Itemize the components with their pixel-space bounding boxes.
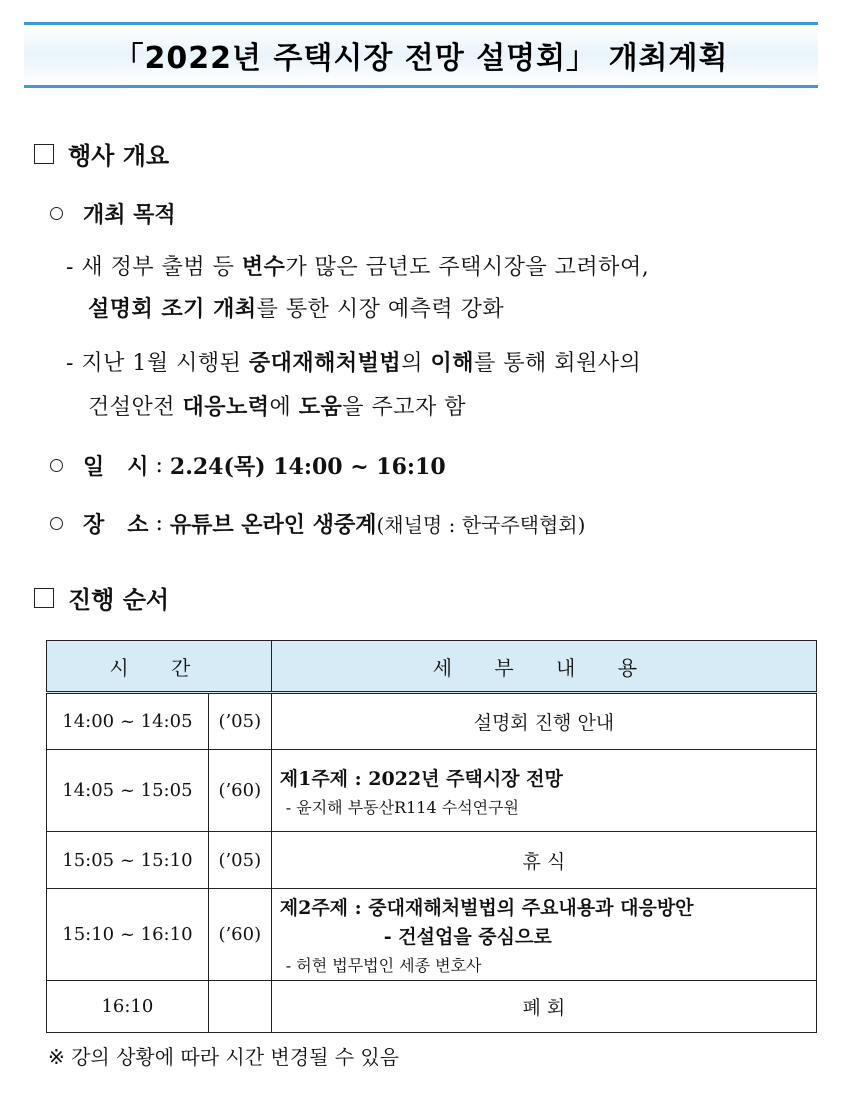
row-content: 폐 회 <box>271 981 816 1033</box>
row-content: 설명회 진행 안내 <box>271 693 816 750</box>
purpose-label: 개최 목적 <box>83 202 176 228</box>
text: 가 많은 금년도 주택시장을 고려하여, <box>285 255 650 280</box>
text: 를 통해 회원사의 <box>473 351 642 376</box>
date-value: 2.24(목) 14:00 ~ 16:10 <box>169 454 446 480</box>
bold-text: 도움 <box>298 394 343 420</box>
row-time: 15:05 ~ 15:10 <box>47 832 209 889</box>
purpose-item-2-line-1 <box>66 346 641 377</box>
agenda-table <box>46 640 817 1033</box>
table-row <box>47 981 817 1033</box>
circle-bullet-icon <box>50 207 63 220</box>
row-duration <box>208 981 271 1033</box>
speaker: - 윤지해 부동산R114 수석연구원 <box>285 797 520 817</box>
purpose-heading <box>50 198 176 229</box>
row-time: 14:00 ~ 14:05 <box>47 693 209 750</box>
circle-bullet-icon <box>50 459 63 472</box>
footnote: ※ 강의 상황에 따라 시간 변경될 수 있음 <box>48 1045 400 1069</box>
bold-text: 설명회 조기 개최 <box>88 296 257 322</box>
bold-text: 변수 <box>241 254 286 280</box>
row-time: 14:05 ~ 15:05 <box>47 750 209 832</box>
text: - 지난 1월 시행된 <box>66 351 249 376</box>
speaker: - 허현 법무법인 세종 변호사 <box>285 956 482 975</box>
checkbox-icon <box>34 588 54 608</box>
purpose-item-1-line-1 <box>66 250 649 281</box>
title-banner <box>24 22 818 88</box>
table-row <box>47 750 817 832</box>
bold-text: 대응노력 <box>182 394 270 420</box>
table-row <box>47 889 817 981</box>
place-note: (채널명 : 한국주택협회) <box>376 513 586 537</box>
section-overview-label: 행사 개요 <box>68 141 170 170</box>
row-duration: (’05) <box>208 832 271 889</box>
place-label: 장 소 <box>83 512 149 538</box>
place-separator: : <box>148 511 170 536</box>
header-time: 시 간 <box>47 641 272 693</box>
place-value: 유튜브 온라인 생중계 <box>169 512 377 538</box>
row-time: 15:10 ~ 16:10 <box>47 889 209 981</box>
table-row <box>47 832 817 889</box>
text: - 새 정부 출범 등 <box>66 255 242 280</box>
section-overview-heading <box>34 136 169 171</box>
text: 를 통한 시장 예측력 강화 <box>256 297 505 322</box>
row-duration: (’60) <box>208 889 271 981</box>
row-content <box>271 750 816 832</box>
checkbox-icon <box>34 144 54 164</box>
row-content <box>271 889 816 981</box>
page-title: 「2022년 주택시장 전망 설명회」 개최계획 <box>113 41 729 76</box>
row-duration: (’05) <box>208 693 271 750</box>
place-row <box>50 508 585 539</box>
topic-title: 제2주제 : 중대재해처벌법의 주요내용과 대응방안 <box>279 897 694 919</box>
bold-text: 이해 <box>430 350 474 376</box>
date-separator: : <box>148 453 170 478</box>
date-row <box>50 450 446 481</box>
header-content: 세 부 내 용 <box>271 641 816 693</box>
text: 에 <box>269 395 299 420</box>
table-row <box>47 693 817 750</box>
text: 의 <box>401 351 431 376</box>
purpose-item-2-line-2 <box>88 390 466 421</box>
table-header-row <box>47 641 817 693</box>
text: 을 주고자 함 <box>342 395 467 420</box>
topic-subtitle: - 건설업을 중심으로 <box>383 926 552 948</box>
circle-bullet-icon <box>50 517 63 530</box>
text: 건설안전 <box>88 395 183 420</box>
purpose-item-1-line-2 <box>88 292 504 323</box>
row-time: 16:10 <box>47 981 209 1033</box>
section-agenda-heading <box>34 580 169 615</box>
section-agenda-label: 진행 순서 <box>68 585 170 614</box>
bold-text: 중대재해처벌법 <box>248 350 402 376</box>
topic-title: 제1주제 : 2022년 주택시장 전망 <box>279 767 563 790</box>
row-content: 휴 식 <box>271 832 816 889</box>
date-label: 일 시 <box>83 454 149 480</box>
row-duration: (’60) <box>208 750 271 832</box>
